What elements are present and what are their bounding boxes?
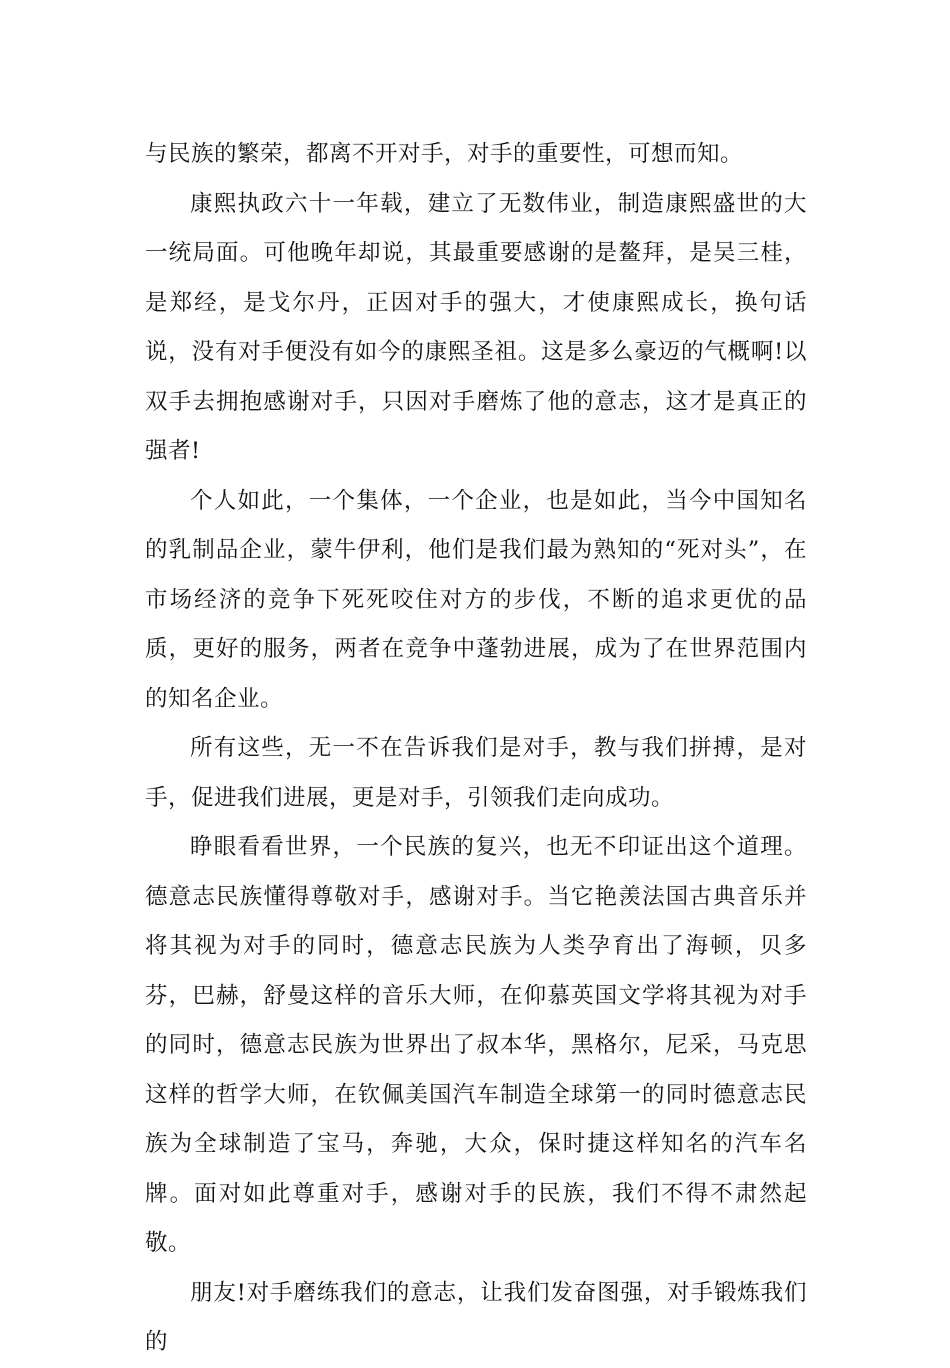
essay-body [145,130,807,1368]
paragraph-germany: 睁眼看看世界，一个民族的复兴，也无不印证出这个道理。德意志民族懂得尊敬对手，感谢对手。当它艳羡法国古典音乐并将其视为对手的同时，德意志民族为人类孕育出了海顿，贝多芬，巴赫，舒曼这样的音乐大师，在仰慕英国文学将其视为对手的同时，德意志民族为世界出了叔本华，黑格尔，尼采，马克思这样的哲学大师，在钦佩美国汽车制造全球第一的同时德意志民族为全球制造了宝马，奔驰，大众，保时捷这样知名的汽车名牌。面对如此尊重对手，感谢对手的民族，我们不得不肃然起敬。 [145,834,807,1256]
paragraph-friend: 朋友!对手磨练我们的意志，让我们发奋图强，对手锻炼我们的 [145,1279,807,1355]
paragraph-continuation: 与民族的繁荣，都离不开对手，对手的重要性，可想而知。 [145,141,744,167]
paragraph-enterprise: 个人如此，一个集体，一个企业，也是如此，当今中国知名的乳制品企业，蒙牛伊利，他们是我们最为熟知的“死对头”，在市场经济的竞争下死死咬住对方的步伐，不断的追求更优的品质，更好的服务，两者在竞争中蓬勃进展，成为了在世界范围内的知名企业。 [145,487,807,712]
paragraph-summary: 所有这些，无一不在告诉我们是对手，教与我们拼搏，是对手，促进我们进展，更是对手，引领我们走向成功。 [145,735,807,811]
paragraph-kangxi: 康熙执政六十一年载，建立了无数伟业，制造康熙盛世的大一统局面。可他晚年却说，其最重要感谢的是鳌拜，是吴三桂，是郑经，是戈尔丹，正因对手的强大，才使康熙成长，换句话说，没有对手便没有如今的康熙圣祖。这是多么豪迈的气概啊!以双手去拥抱感谢对手，只因对手磨炼了他的意志，这才是真正的强者! [145,190,807,464]
